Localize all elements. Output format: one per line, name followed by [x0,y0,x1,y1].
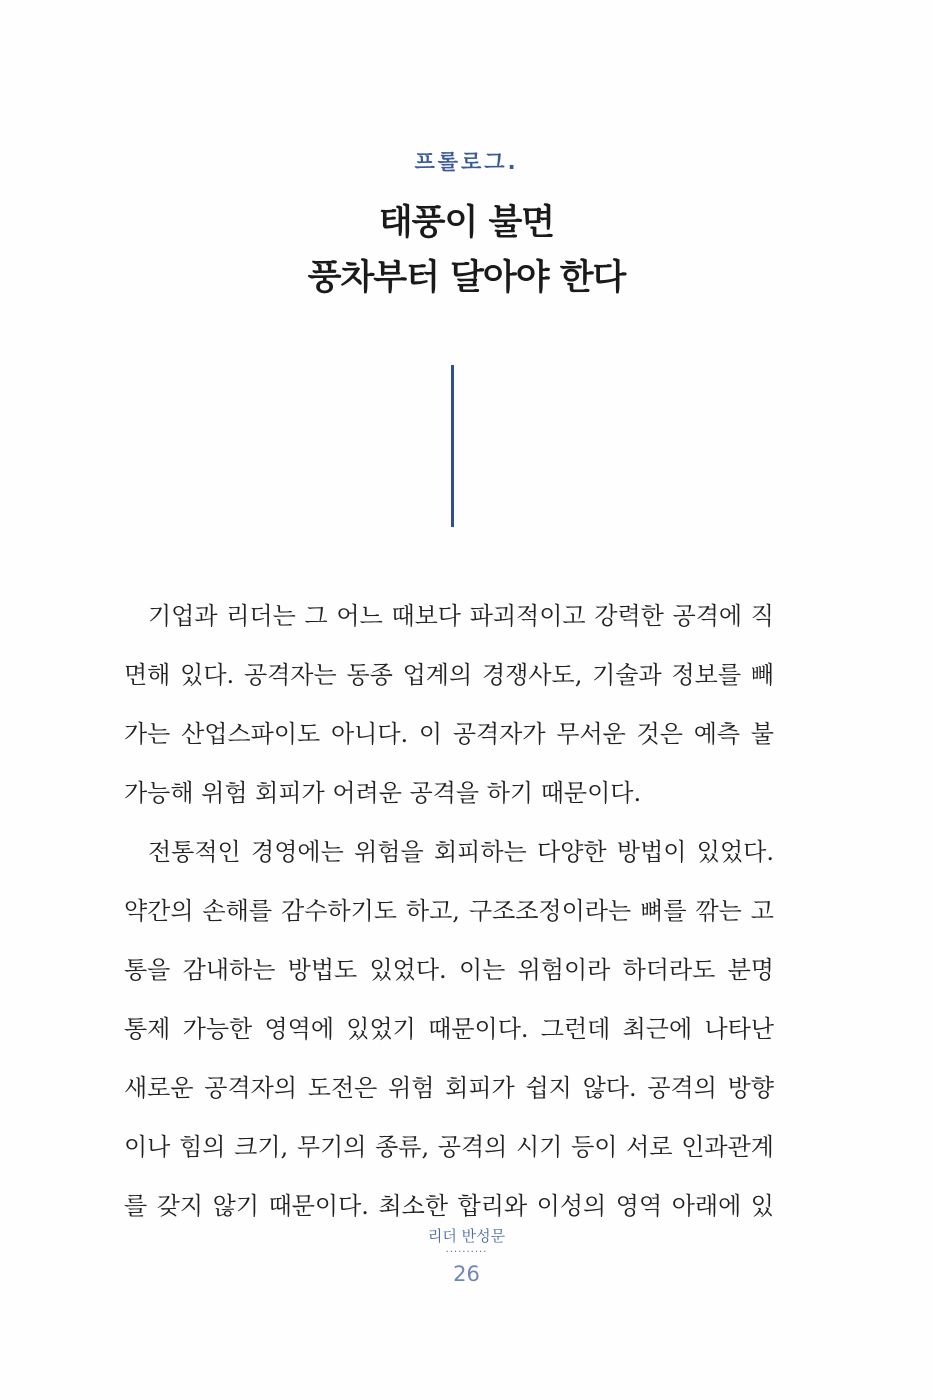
body-line: 가는 산업스파이도 아니다. 이 공격자가 무서운 것은 예측 불 [124,720,774,748]
decorative-vertical-line [451,365,454,527]
body-text [124,587,774,1236]
body-line: 통을 감내하는 방법도 있었다. 이는 위험이라 하더라도 분명 [124,956,774,984]
body-line: 전통적인 경영에는 위험을 회피하는 다양한 방법이 있었다. [148,838,774,866]
body-line: 가능해 위험 회피가 어려운 공격을 하기 때문이다. [124,779,642,807]
footer-book-title: 리더 반성문 [427,1227,506,1245]
chapter-title-line-2: 풍차부터 달아야 한다 [307,258,626,298]
page-number: 26 [453,1262,480,1286]
chapter-title [0,196,933,306]
body-line: 이나 힘의 크기, 무기의 종류, 공격의 시기 등이 서로 인과관계 [124,1133,774,1161]
body-line: 면해 있다. 공격자는 동종 업계의 경쟁사도, 기술과 정보를 빼 [124,661,774,689]
body-line: 기업과 리더는 그 어느 때보다 파괴적이고 강력한 공격에 직 [148,602,774,630]
chapter-title-line-1: 태풍이 불면 [378,203,555,243]
body-line: 새로운 공격자의 도전은 위험 회피가 쉽지 않다. 공격의 방향 [124,1074,774,1102]
body-line: 약간의 손해를 감수하기도 하고, 구조조정이라는 뼈를 깎는 고 [124,897,774,925]
footer-dotted-separator: ·········· [445,1247,488,1258]
body-line: 를 갖지 않기 때문이다. 최소한 합리와 이성의 영역 아래에 있 [124,1192,774,1220]
chapter-label: 프롤로그. [414,150,519,174]
body-line: 통제 가능한 영역에 있었기 때문이다. 그런데 최근에 나타난 [124,1015,774,1043]
